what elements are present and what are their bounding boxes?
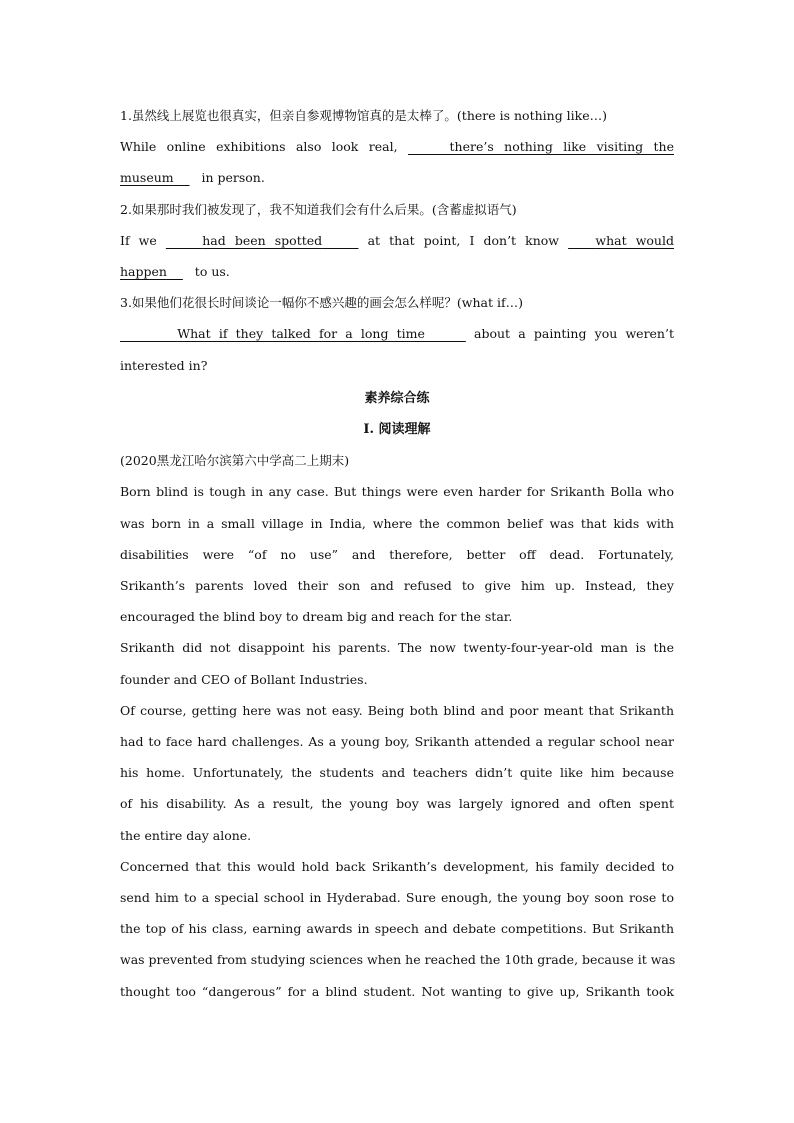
exercise-1-answer-blank-1: there’s nothing like visiting the — [449, 139, 674, 155]
exercise-1-answer-line-1 — [120, 131, 674, 162]
passage-line: the top of his class, earning awards in speech and debate competitions. But Srikanth — [120, 921, 674, 937]
exercise-2-answer-blank-2: what would — [595, 232, 674, 248]
passage-line: his home. Unfortunately, the students and teachers didn’t quite like him because — [120, 765, 674, 781]
subsection-title: Ⅰ. 阅读理解 — [363, 422, 431, 438]
exercise-1-prompt: 1.虽然线上展览也很真实，但亲自参观博物馆真的是太棒了。(there is nothing like…) — [120, 108, 608, 123]
exercise-3-answer-blank-1: What if they talked for a long time — [177, 326, 425, 342]
passage-line: disabilities were “of no use” and therefore, better off dead. Fortunately, — [120, 546, 674, 562]
passage-paragraph-3 — [120, 695, 674, 851]
exercise-3-prompt: 3.如果他们花很长时间谈论一幅你不感兴趣的画会怎么样呢？(what if…) — [120, 295, 524, 311]
passage-line: encouraged the blind boy to dream big and reach for the star. — [120, 609, 513, 625]
exercise-1-answer-blank-2: museum — [120, 170, 174, 186]
passage-paragraph-1 — [120, 476, 674, 632]
exercise-1-answer-lead: While online exhibitions also look real, — [120, 139, 398, 155]
exercise-3-answer-line-2: interested in? — [120, 357, 208, 373]
exercise-2-answer-blank-3: happen — [120, 264, 167, 280]
passage-paragraph-2 — [120, 632, 674, 694]
passage-paragraph-4 — [120, 851, 674, 1007]
passage-line: was prevented from studying sciences when he reached the 10th grade, because it was — [120, 952, 676, 968]
passage-line: was born in a small village in India, where the common belief was that kids with — [120, 515, 674, 531]
passage-line: Srikanth did not disappoint his parents. The now twenty-four-year-old man is the — [120, 640, 674, 656]
passage-line: founder and CEO of Bollant Industries. — [120, 671, 368, 687]
exercise-2-answer-tail: to us. — [194, 264, 230, 280]
document-page — [120, 100, 674, 1007]
passage-line: Concerned that this would hold back Srikanth’s development, his family decided to — [120, 858, 674, 874]
exercise-2-answer-lead: If we — [120, 232, 157, 248]
source-note: (2020黑龙江哈尔滨第六中学高二上期末) — [120, 453, 350, 469]
exercise-1-answer-tail: in person. — [201, 170, 265, 186]
exercise-2-answer-line-2 — [120, 256, 674, 287]
section-title: 素养综合练 — [364, 390, 430, 406]
passage-line: the entire day alone. — [120, 827, 252, 843]
passage-line: of his disability. As a result, the young boy was largely ignored and often spent — [120, 796, 674, 812]
exercise-1-answer-line-2 — [120, 162, 674, 193]
exercise-3-answer-line-1 — [120, 318, 674, 349]
exercise-2-prompt: 2.如果那时我们被发现了，我不知道我们会有什么后果。(含蓄虚拟语气) — [120, 201, 517, 217]
passage-line: Srikanth’s parents loved their son and refused to give him up. Instead, they — [120, 578, 674, 594]
exercise-2-answer-mid: at that point, I don’t know — [367, 232, 560, 248]
exercise-3-answer-tail: about a painting you weren’t — [474, 326, 674, 342]
passage-line: thought too “dangerous” for a blind student. Not wanting to give up, Srikanth took — [120, 983, 674, 999]
passage-line: send him to a special school in Hyderabad. Sure enough, the young boy soon rose to — [120, 890, 674, 906]
exercise-2-answer-blank-1: had been spotted — [202, 232, 323, 248]
passage-line: had to face hard challenges. As a young boy, Srikanth attended a regular school near — [120, 734, 674, 750]
passage-line: Born blind is tough in any case. But things were even harder for Srikanth Bolla who — [120, 484, 674, 500]
exercise-2-answer-line-1 — [120, 225, 674, 256]
passage-line: Of course, getting here was not easy. Being both blind and poor meant that Srikanth — [120, 702, 674, 718]
